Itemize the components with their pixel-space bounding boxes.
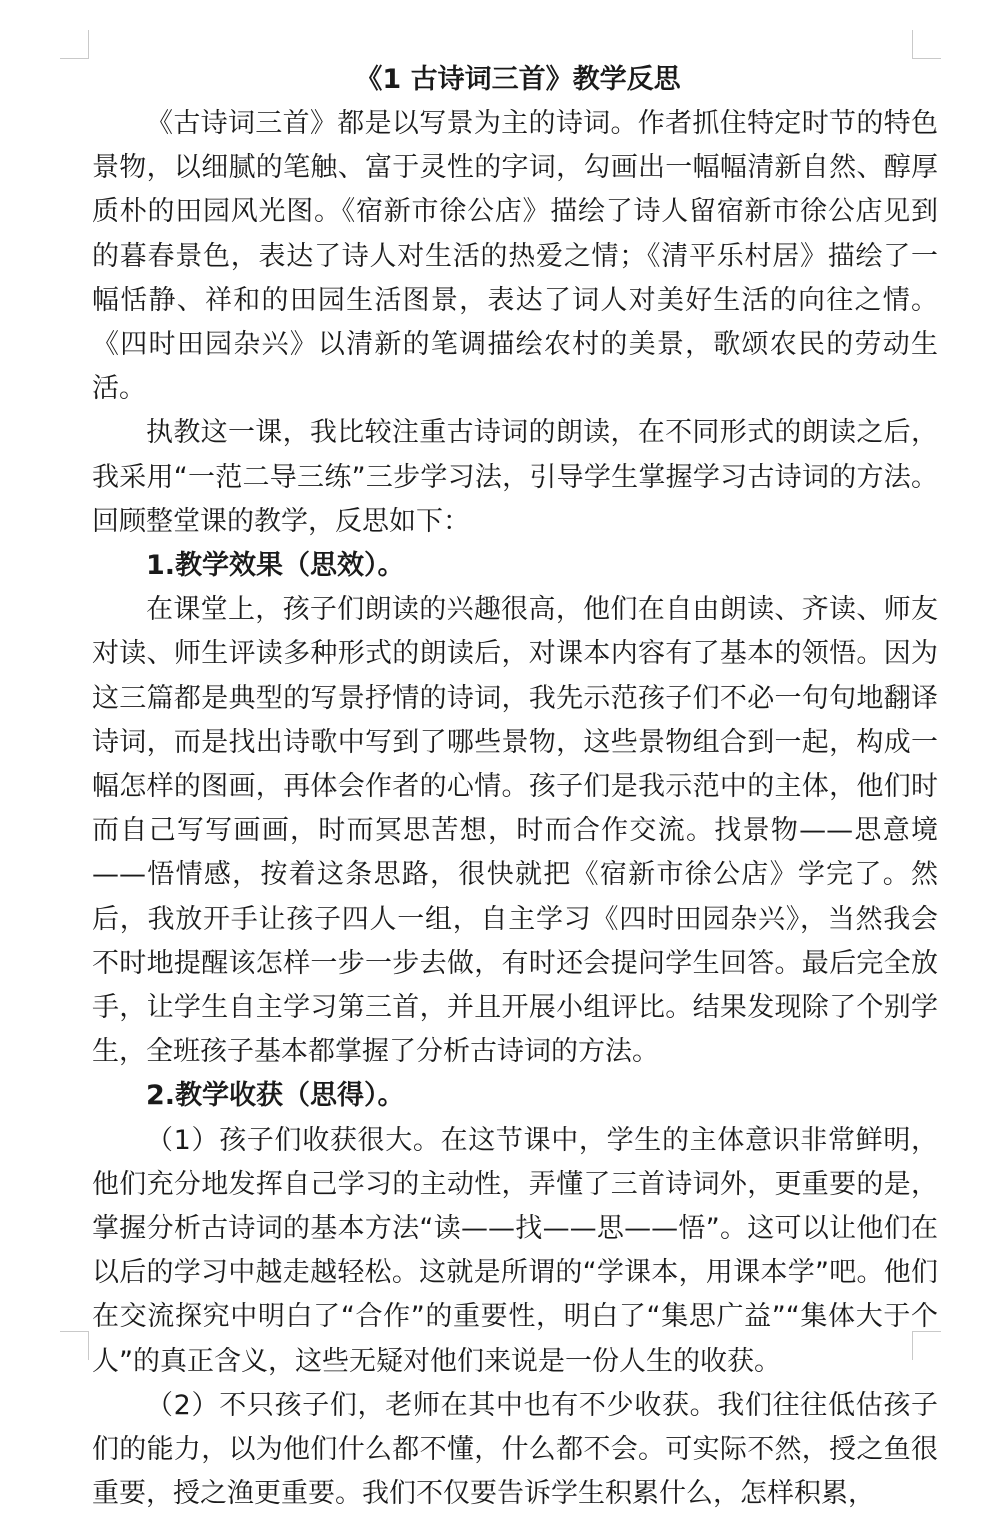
- crop-mark-top-left: [60, 30, 89, 59]
- paragraph-gains-teacher: （2）不只孩子们，老师在其中也有不少收获。我们往往低估孩子们的能力，以为他们什么都不懂，什么都不会。可实际不然，授之鱼很重要，授之渔更重要。我们不仅要告诉学生积累什么，怎样积累，: [92, 1389, 938, 1510]
- paragraph-gains-students: （1）孩子们收获很大。在这节课中，学生的主体意识非常鲜明，他们充分地发挥自己学习的主动性，弄懂了三首诗词外，更重要的是，掌握分析古诗词的基本方法“读——找——思——悟”。这可以让他们在以后的学习中越走越轻松。这就是所谓的“学课本，用课本学”吧。他们在交流探究中明白了“合作”的重要性，明白了“集思广益”“集体大于个人”的真正含义，这些无疑对他们来说是一份人生的收获。: [92, 1124, 938, 1377]
- crop-mark-top-right: [912, 30, 941, 59]
- paragraph-effect: 在课堂上，孩子们朗读的兴趣很高，他们在自由朗读、齐读、师友对读、师生评读多种形式的朗读后，对课本内容有了基本的领悟。因为这三篇都是典型的写景抒情的诗词，我先示范孩子们不必一句句地翻译诗词，而是找出诗歌中写到了哪些景物，这些景物组合到一起，构成一幅怎样的图画，再体会作者的心情。孩子们是我示范中的主体，他们时而自己写写画画，时而冥思苦想，时而合作交流。找景物——思意境——悟情感，按着这条思路，很快就把《宿新市徐公店》学完了。然后，我放开手让孩子四人一组，自主学习《四时田园杂兴》，当然我会不时地提醒该怎样一步一步去做，有时还会提问学生回答。最后完全放手，让学生自主学习第三首，并且开展小组评比。结果发现除了个别学生，全班孩子基本都掌握了分析古诗词的方法。: [92, 594, 938, 1068]
- document-body: [92, 58, 938, 1517]
- section-heading-effect: 1.教学效果（思效）。: [146, 550, 405, 582]
- paragraph-method: 执教这一课，我比较注重古诗词的朗读，在不同形式的朗读之后，我采用“一范二导三练”三步学习法，引导学生掌握学习古诗词的方法。回顾整堂课的教学，反思如下：: [92, 417, 938, 537]
- document-title: 《1 古诗词三首》教学反思: [355, 64, 681, 95]
- section-heading-gains: 2.教学收获（思得）。: [146, 1080, 405, 1112]
- crop-mark-bottom-left: [60, 1331, 89, 1360]
- paragraph-intro: 《古诗词三首》都是以写景为主的诗词。作者抓住特定时节的特色景物，以细腻的笔触、富于灵性的字词，勾画出一幅幅清新自然、醇厚质朴的田园风光图。《宿新市徐公店》描绘了诗人留宿新市徐公店见到的暮春景色，表达了诗人对生活的热爱之情；《清平乐村居》描绘了一幅恬静、祥和的田园生活图景，表达了词人对美好生活的向往之情。《四时田园杂兴》以清新的笔调描绘农村的美景，歌颂农民的劳动生活。: [92, 108, 938, 405]
